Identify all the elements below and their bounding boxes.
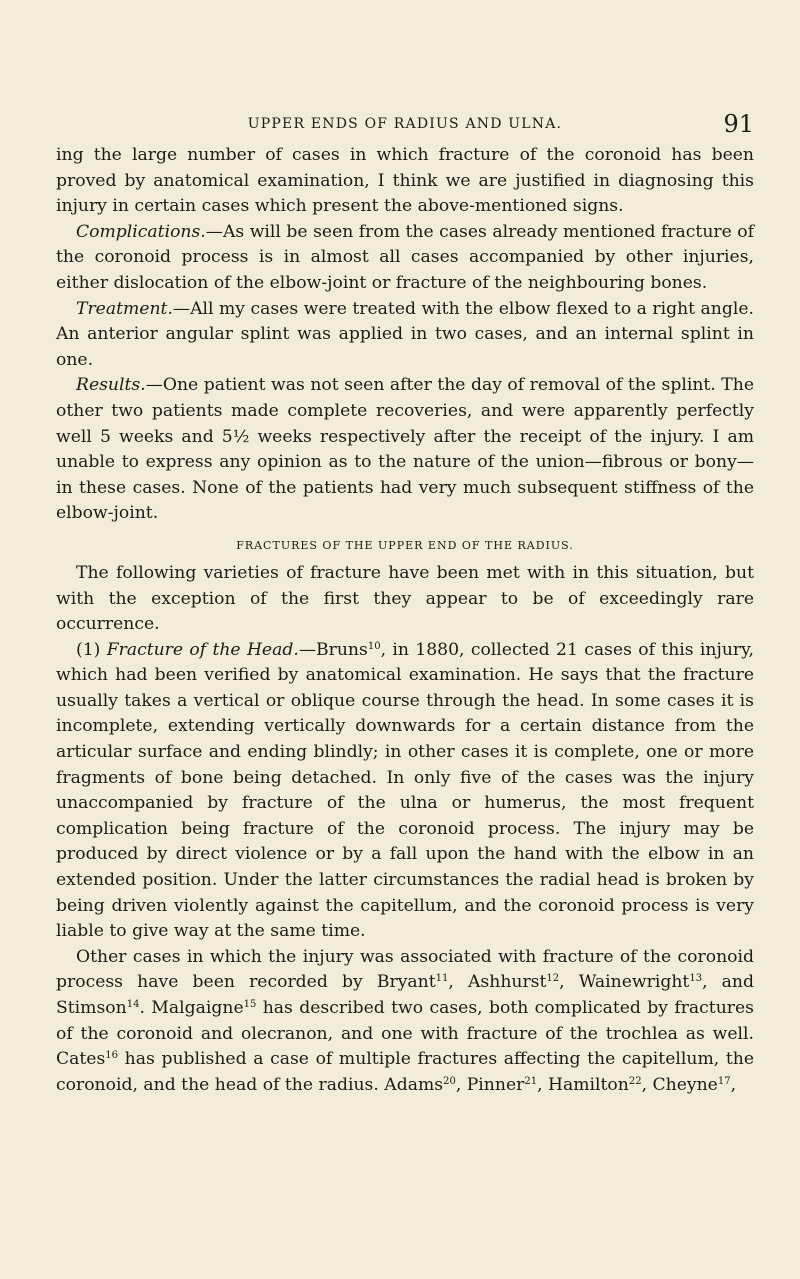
treatment-heading: Treatment. (76, 298, 173, 319)
page-header (56, 112, 754, 142)
footnote-ref: 15 (243, 999, 257, 1010)
results-heading: Results. (76, 375, 146, 396)
complications-heading: Complications. (76, 221, 206, 242)
footnote-ref: 16 (105, 1050, 119, 1062)
page-number: 91 (723, 110, 754, 138)
footnote-ref: 13 (689, 973, 703, 985)
body-text (56, 143, 754, 1098)
footnote-ref: 17 (717, 1075, 731, 1087)
footnote-ref: 14 (126, 999, 140, 1010)
paragraph-continuation: ing the large number of cases in which fracture of the coronoid has been proved by anatomical examination, I think we are justified in diagnosing this injury in certain cases which present the above-mentioned signs. (56, 145, 754, 217)
running-head: UPPER ENDS OF RADIUS AND ULNA. (247, 116, 563, 132)
paragraph-treatment: Treatment.—All my cases were treated with the elbow flexed to a right angle. An anterior angular splint was applied in two cases, and an internal splint in one. (56, 298, 754, 370)
footnote-ref: 22 (628, 1075, 642, 1087)
footnote-ref: 20 (443, 1075, 456, 1087)
paragraph-intro: The following varieties of fracture have been met with in this situation, but with the exception of the first they appear to be of exceedingly rare occurrence. (56, 562, 754, 635)
paragraph-results: Results.—One patient was not seen after the day of removal of the splint. The other two patients made complete recoveries, and were apparently perfectly well 5 weeks and 5½ weeks respectively after the receipt of the injury. I am unable to express any opinion as to the nature of the union—fibrous or bony—in these cases. None of the patients had very much subsequent stiffness of the elbow-joint. (56, 375, 754, 524)
paragraph-complications: Complications.—As will be seen from the cases already mentioned fracture of the coronoid process is in almost all cases accompanied by other injuries, either dislocation of the elbow-joint or fracture of the neighbouring bones. (56, 221, 754, 293)
fracture-head-heading: Fracture of the Head. (106, 639, 299, 660)
paragraph-fracture-head: (1) Fracture of the Head.—Bruns$^{10}$, in 1880, collected 21 cases of this injury, which had been verified by anatomical examination. He says that the fracture usually takes a vertical or oblique course through the head. In some cases it is incomplete, extending vertically downwards for a certain distance from the articular surface and ending blindly; in other cases it is complete, one or more fragments of bone being detached. In only five of the cases was the injury unaccompanied by fracture of the ulna or humerus, the most frequent complication being fracture of the coronoid process. The injury may be produced by direct violence or by a fall upon the hand with the elbow in an extended position. Under the latter circumstances the radial head is broken by being driven violently against the capitellum, and the coronoid process is very liable to give way at the same time. (56, 639, 754, 942)
section-heading: FRACTURES OF THE UPPER END OF THE RADIUS. (236, 538, 574, 552)
footnote-ref: 11 (435, 973, 449, 985)
footnote-ref: 12 (546, 973, 560, 985)
footnote-ref: 10 (367, 640, 381, 652)
footnote-ref: 21 (524, 1075, 538, 1087)
paragraph-other-cases: Other cases in which the injury was associated with fracture of the coronoid process have been recorded by Bryant$^{11}$, Ashhurst$^{12}$, Wainewright$^{13}$, and Stimson$^{14}$. Malgaigne$^{15}$ has described two cases, both complicated by fractures of the coronoid and olecranon, and one with fracture of the trochlea as well. Cates$^{16}$ has published a case of multiple fractures affecting the capitellum, the coronoid, and the head of the radius. Adams$^{20}$, Pinner$^{21}$, Hamilton$^{22}$, Cheyne$^{17}$, (56, 946, 755, 1095)
